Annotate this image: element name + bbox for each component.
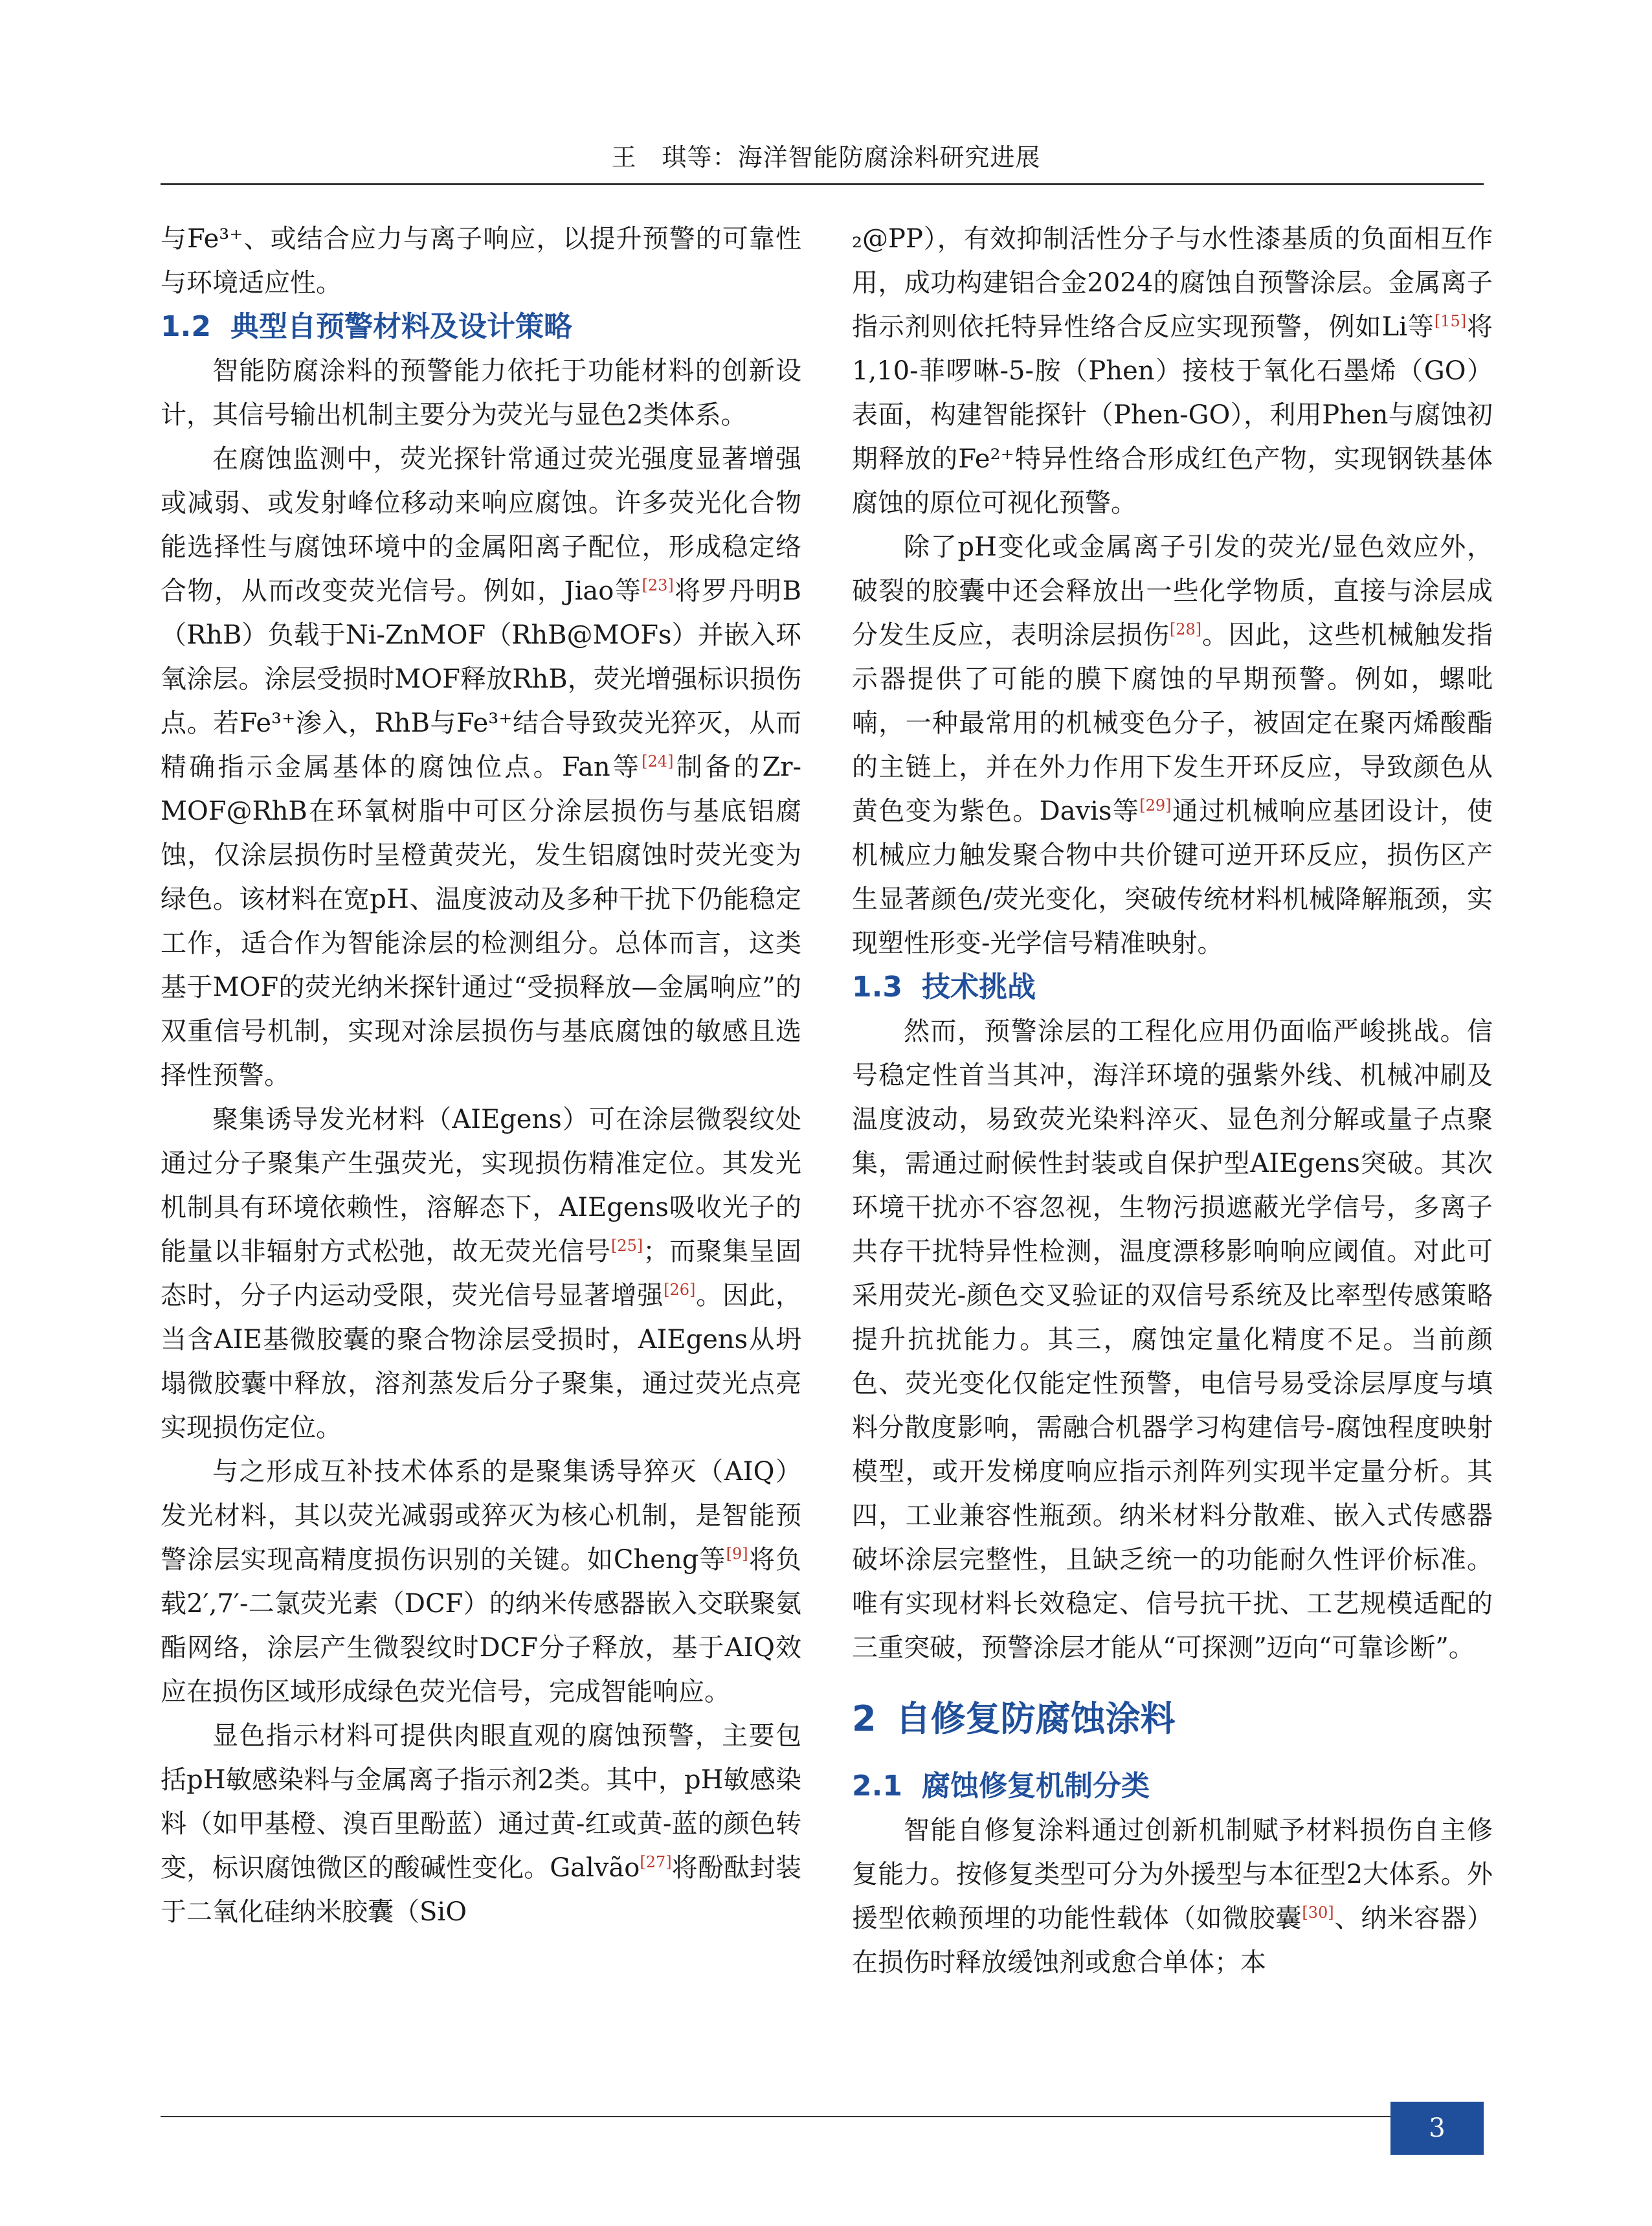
text-run: 除了pH变化或金属离子引发的荧光/显色效应外，破裂的胶囊中还会释放出一些化学物质，直接与涂层成分发生反应，表明涂层损伤 [852,532,1493,650]
section-title: 技术挑战 [921,971,1036,1004]
paragraph [161,1450,801,1714]
footer-divider [161,2116,1390,2117]
section-heading-1-3 [852,965,1493,1009]
paragraph [161,1714,801,1934]
section-title: 典型自预警材料及设计策略 [230,310,572,343]
section-heading-2 [852,1688,1493,1750]
section-heading-2-1 [852,1764,1493,1808]
section-number: 1.3 [852,971,902,1004]
citation-link[interactable]: [27] [640,1853,672,1871]
text-run: 通过机械响应基团设计，使机械应力触发聚合物中共价键可逆开环反应，损伤区产生显著颜色/荧光变化，突破传统材料机械降解瓶颈，实现塑性形变-光学信号精准映射。 [852,796,1493,958]
citation-link[interactable]: [26] [664,1281,696,1299]
paragraph: 智能防腐涂料的预警能力依托于功能材料的创新设计，其信号输出机制主要分为荧光与显色2类体系。 [161,356,801,430]
citation-link[interactable]: [23] [642,576,674,594]
header-title: 王 琪等：海洋智能防腐涂料研究进展 [611,143,1041,172]
right-column [852,217,1493,1984]
section-number: 2 [852,1698,876,1739]
text-run: 将负载2′,7′-二氯荧光素（DCF）的纳米传感器嵌入交联聚氨酯网络，涂层产生微裂纹时DCF分子释放，基于AIQ效应在损伤区域形成绿色荧光信号，完成智能响应。 [161,1545,802,1707]
paragraph [852,1808,1493,1984]
citation-link[interactable]: [29] [1139,796,1172,815]
citation-link[interactable]: [25] [611,1237,643,1255]
text-run: 将1,10-菲啰啉-5-胺（Phen）接枝于氧化石墨烯（GO）表面，构建智能探针（Phen-GO），利用Phen与腐蚀初期释放的Fe²⁺特异性络合形成红色产物，实现钢铁基体腐蚀的原位可视化预警。 [852,312,1493,518]
text-run: 。因此，这些机械触发指示器提供了可能的膜下腐蚀的早期预警。例如，螺吡喃，一种最常用的机械变色分子，被固定在聚丙烯酸酯的主链上，并在外力作用下发生开环反应，导致颜色从黄色变为紫色。Davis等 [852,620,1493,826]
citation-link[interactable]: [24] [642,752,674,770]
section-number: 1.2 [161,310,211,343]
text-run: ；而聚集呈固态时，分子内运动受限，荧光信号显著增强 [161,1237,802,1310]
text-run: ₂@PP），有效抑制活性分子与水性漆基质的负面相互作用，成功构建铝合金2024的腐蚀自预警涂层。金属离子指示剂则依托特异性络合反应实现预警，例如Li等 [852,224,1493,342]
citation-link[interactable]: [28] [1169,620,1202,638]
header-divider [161,183,1484,185]
paragraph [161,437,801,1097]
section-title: 自修复防腐蚀涂料 [895,1698,1176,1739]
text-run: 。因此，当含AIE基微胶囊的聚合物涂层受损时，AIEgens从坍塌微胶囊中释放，溶剂蒸发后分子聚集，通过荧光点亮实现损伤定位。 [161,1281,802,1443]
paragraph: 与Fe³⁺、或结合应力与离子响应，以提升预警的可靠性与环境适应性。 [161,224,801,298]
page-number: 3 [1390,2102,1484,2155]
left-column [161,217,801,1934]
citation-link[interactable]: [30] [1302,1904,1334,1922]
paragraph [852,525,1493,965]
text-run: 智能自修复涂料通过创新机制赋予材料损伤自主修复能力。按修复类型可分为外援型与本征型2大体系。外援型依赖预埋的功能性载体（如微胶囊 [852,1816,1493,1933]
citation-link[interactable]: [15] [1434,312,1467,330]
text-run: 在腐蚀监测中，荧光探针常通过荧光强度显著增强或减弱、或发射峰位移动来响应腐蚀。许多荧光化合物能选择性与腐蚀环境中的金属阳离子配位，形成稳定络合物，从而改变荧光信号。例如，Jiao等 [161,444,801,606]
citation-link[interactable]: [9] [726,1545,748,1563]
text-run: 制备的Zr-MOF@RhB在环氧树脂中可区分涂层损伤与基底铝腐蚀，仅涂层损伤时呈橙黄荧光，发生铝腐蚀时荧光变为绿色。该材料在宽pH、温度波动及多种干扰下仍能稳定工作，适合作为智能涂层的检测组分。总体而言，这类基于MOF的荧光纳米探针通过“受损释放—金属响应”的双重信号机制，实现对涂层损伤与基底腐蚀的敏感且选择性预警。 [161,752,801,1090]
paragraph [852,217,1493,525]
section-heading-1-2 [161,305,801,349]
text-run: 将酚酞封装于二氧化硅纳米胶囊（SiO [161,1853,801,1927]
paragraph: 然而，预警涂层的工程化应用仍面临严峻挑战。信号稳定性首当其冲，海洋环境的强紫外线、机械冲刷及温度波动，易致荧光染料淬灭、显色剂分解或量子点聚集，需通过耐候性封装或自保护型AIEgens突破。其次环境干扰亦不容忽视，生物污损遮蔽光学信号，多离子共存干扰特异性检测，温度漂移影响响应阈值。对此可采用荧光-颜色交叉验证的双信号系统及比率型传感策略提升抗扰能力。其三，腐蚀定量化精度不足。当前颜色、荧光变化仅能定性预警，电信号易受涂层厚度与填料分散度影响，需融合机器学习构建信号-腐蚀程度映射模型，或开发梯度响应指示剂阵列实现半定量分析。其四，工业兼容性瓶颈。纳米材料分散难、嵌入式传感器破坏涂层完整性，且缺乏统一的功能耐久性评价标准。唯有实现材料长效稳定、信号抗干扰、工艺规模适配的三重突破，预警涂层才能从“可探测”迈向“可靠诊断”。 [852,1017,1493,1663]
text-run: 聚集诱导发光材料（AIEgens）可在涂层微裂纹处通过分子聚集产生强荧光，实现损伤精准定位。其发光机制具有环境依赖性，溶解态下，AIEgens吸收光子的能量以非辐射方式松弛，故无荧光信号 [161,1105,801,1266]
text-run: 将罗丹明B（RhB）负载于Ni-ZnMOF（RhB@MOFs）并嵌入环氧涂层。涂层受损时MOF释放RhB，荧光增强标识损伤点。若Fe³⁺渗入，RhB与Fe³⁺结合导致荧光猝灭，从而精确指示金属基体的腐蚀位点。Fan等 [161,576,801,782]
paragraph [161,1097,801,1450]
section-title: 腐蚀修复机制分类 [921,1770,1150,1803]
text-run: 显色指示材料可提供肉眼直观的腐蚀预警，主要包括pH敏感染料与金属离子指示剂2类。其中，pH敏感染料（如甲基橙、溴百里酚蓝）通过黄-红或黄-蓝的颜色转变，标识腐蚀微区的酸碱性变化。Galvão [161,1721,801,1883]
text-run: 、纳米容器）在损伤时释放缓蚀剂或愈合单体；本 [852,1904,1493,1977]
section-number: 2.1 [852,1770,902,1803]
text-run: 与之形成互补技术体系的是聚集诱导猝灭（AIQ）发光材料，其以荧光减弱或猝灭为核心机制，是智能预警涂层实现高精度损伤识别的关键。如Cheng等 [161,1457,801,1575]
